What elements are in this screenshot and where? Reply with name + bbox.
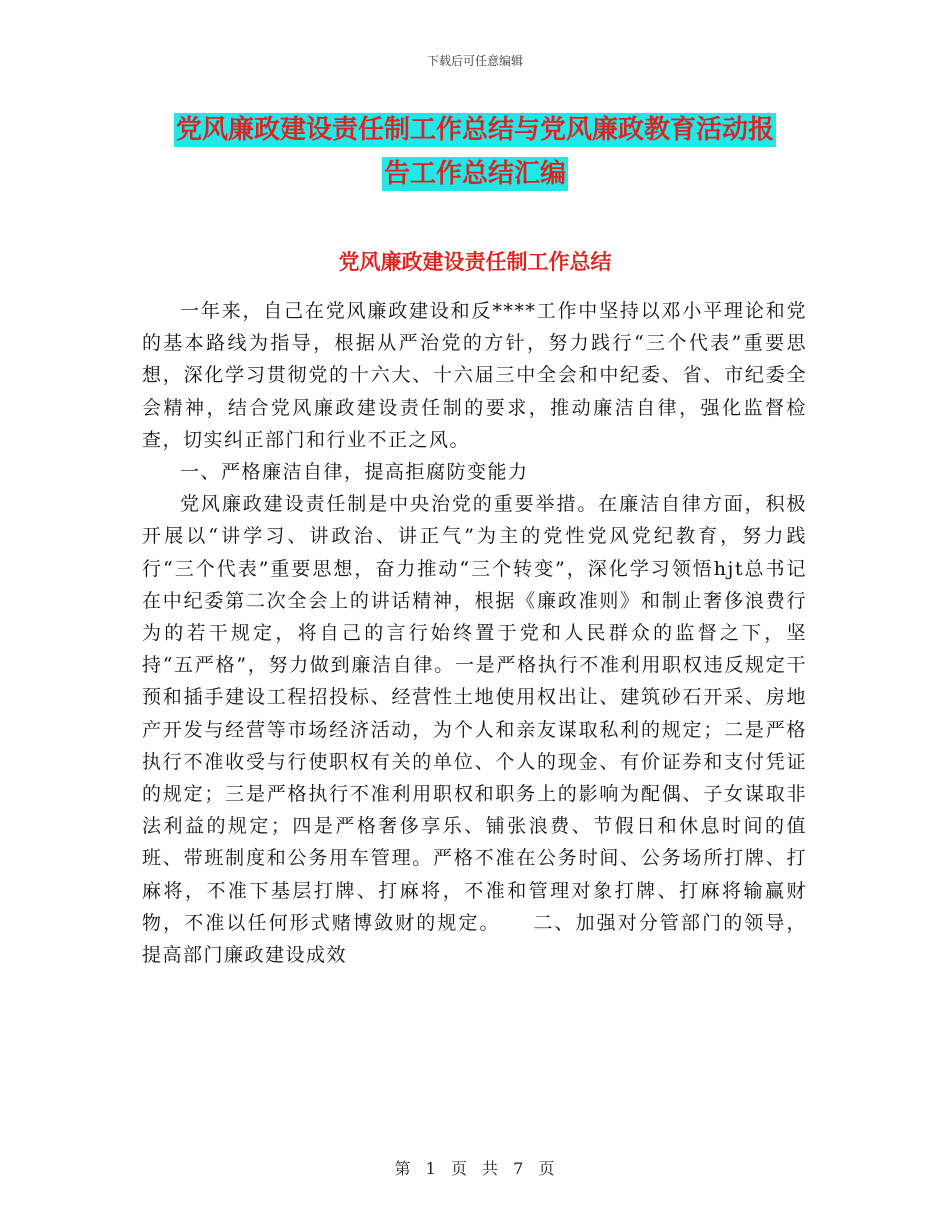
header-note: 下载后可任意编辑 [426, 54, 523, 68]
title-line-1: 党风廉政建设责任制工作总结与党风廉政教育活动报 [175, 115, 774, 145]
title-line-2: 告工作总结汇编 [383, 159, 566, 189]
paragraph-main: 党风廉政建设责任制是中央治党的重要举措。在廉洁自律方面，积极开展以“讲学习、讲政治、讲正气”为主的党性党风党纪教育，努力践行“三个代表”重要思想，奋力推动“三个转变”，深化学习领悟hjt总书记在中纪委第二次全会上的讲话精神，根据《廉政准则》和制止奢侈浪费行为的若干规定，将自己的言行始终置于党和人民群众的监督之下，坚持“五严格”，努力做到廉洁自律。一是严格执行不准利用职权违反规定干预和插手建设工程招投标、经营性土地使用权出让、建筑砂石开采、房地产开发与经营等市场经济活动，为个人和亲友谋取私利的规定；二是严格执行不准收受与行使职权有关的单位、个人的现金、有价证券和支付凭证的规定；三是严格执行不准利用职权和职务上的影响为配偶、子女谋取非法利益的规定；四是严格奢侈享乐、铺张浪费、节假日和休息时间的值班、带班制度和公务用车管理。严格不准在公务时间、公务场所打牌、打麻将，不准下基层打牌、打麻将，不准和管理对象打牌、打麻将输赢财物，不准以任何形式赌博敛财的规定。 二、加强对分管部门的领导，提高部门廉政建设成效 [142, 493, 807, 967]
paragraph-heading-1: 一、严格廉洁自律，提高拒腐防变能力 [180, 461, 529, 484]
section-title: 党风廉政建设责任制工作总结 [338, 250, 612, 274]
footer-prefix: 第 [394, 1159, 412, 1178]
page-footer [0, 1156, 950, 1179]
footer-mid2: 共 [482, 1159, 500, 1178]
document-title [145, 108, 805, 196]
footer-mid1: 页 [450, 1159, 468, 1178]
total-pages: 7 [513, 1159, 525, 1178]
paragraph-intro: 一年来，自己在党风廉政建设和反****工作中坚持以邓小平理论和党的基本路线为指导，根据从严治党的方针，努力践行“三个代表”重要思想，深化学习贯彻党的十六大、十六届三中全会和中纪委、省、市纪委全会精神，结合党风廉政建设责任制的要求，推动廉洁自律，强化监督检查，切实纠正部门和行业不正之风。 [142, 300, 807, 451]
page-number: 1 [425, 1159, 437, 1178]
footer-suffix: 页 [538, 1159, 556, 1178]
body-text [142, 295, 807, 971]
